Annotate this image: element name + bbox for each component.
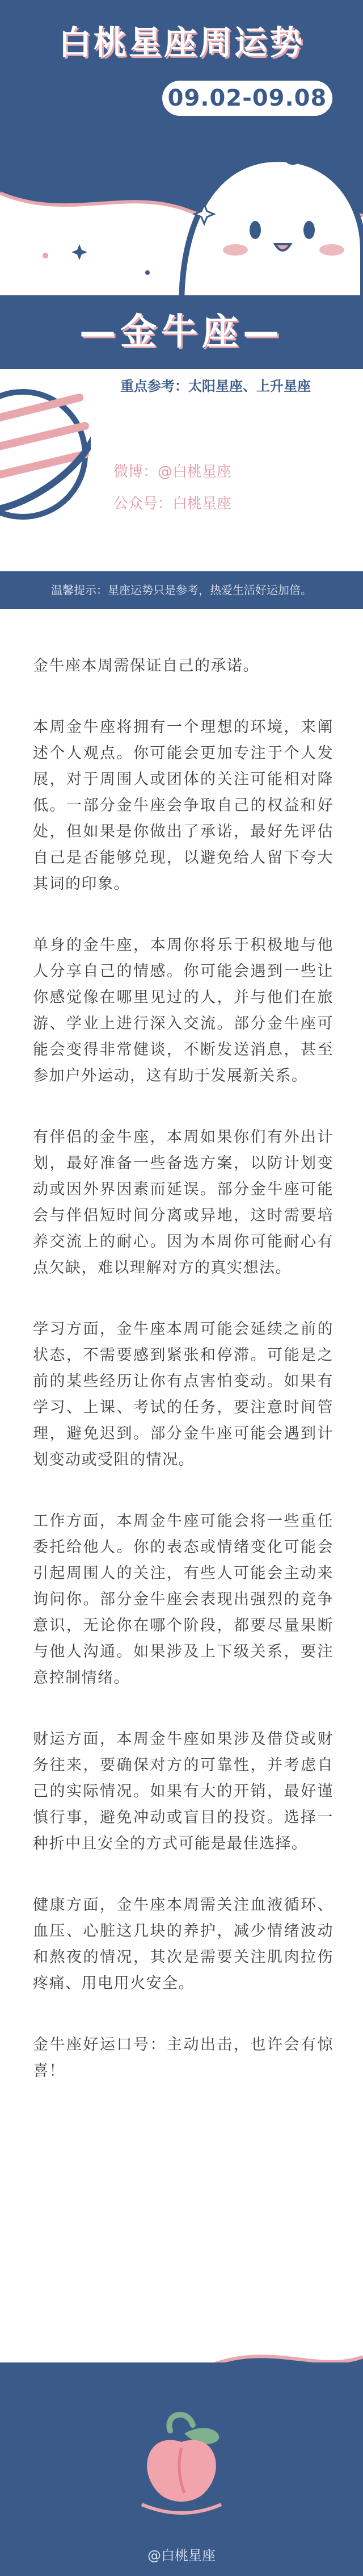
planet-illustration bbox=[0, 363, 91, 551]
reference-note: 重点参考：太阳星座、上升星座 bbox=[120, 378, 311, 394]
paragraph: 单身的金牛座，本周你将乐于积极地与他人分享自己的情感。你可能会遇到一些让你感觉像在哪里见过的人，并与他们在旅游、学业上进行深入交流。部分金牛座可能会变得非常健谈，不断发送消息，甚至参加户外运动，这有助于发展新关系。 bbox=[33, 936, 334, 1085]
paragraph: 本周金牛座将拥有一个理想的环境，来阐述个人观点。你可能会更加专注于个人发展，对于周围人或团体的关注可能相对降低。一部分金牛座会争取自己的权益和好处，但如果是你做出了承诺，最好先评估自己是否能够兑现，以避免给人留下夸大其词的印象。 bbox=[33, 718, 334, 893]
hero-banner bbox=[0, 0, 363, 624]
paragraph: 财运方面，本周金牛座如果涉及借贷或财务往来，要确保对方的可靠性，并考虑自己的实际情况。如果有大的开销，最好谨慎行事，避免冲动或盲目的投资。选择一种折中且安全的方式可能是最佳选择。 bbox=[33, 1730, 334, 1852]
paragraph: 金牛座好运口号：主动出击，也许会有惊喜！ bbox=[33, 2036, 334, 2080]
paragraph: 学习方面，金牛座本周可能会延续之前的状态，不需要感到紧张和停滞。可能是之前的某些经历让你有点害怕变动。如果有学习、上课、考试的任务，要注意时间管理，避免迟到。部分金牛座可能会遇到计划变动或受阻的情况。 bbox=[33, 1320, 334, 1469]
date-range-badge: 09.02-09.08 bbox=[162, 81, 332, 116]
page-title: 白桃星座周运势 bbox=[58, 23, 305, 62]
weibo-handle: 微博：@白桃星座 bbox=[113, 463, 232, 480]
footer-credit: @白桃星座 bbox=[147, 2548, 216, 2564]
official-account: 公众号：白桃星座 bbox=[113, 495, 232, 512]
paragraph: 金牛座本周需保证自己的承诺。 bbox=[33, 657, 259, 675]
peach-icon bbox=[130, 2408, 233, 2521]
paragraph: 有伴侣的金牛座，本周如果你们有外出计划，最好准备一些备选方案，以防计划变动或因外界因素而延误。部分金牛座可能会与伴侣短时间分离或异地，这时需要培养交流上的耐心。因为本周你可能耐心有点欠缺，难以理解对方的真实想法。 bbox=[33, 1128, 334, 1277]
footer bbox=[0, 2294, 363, 2576]
sign-name: —金牛座— bbox=[79, 311, 284, 353]
mascot-illustration bbox=[170, 136, 363, 307]
article-body bbox=[33, 653, 334, 2119]
tip-banner: 温馨提示：星座运势只是参考，热爱生活好运加倍。 bbox=[0, 571, 363, 609]
paragraph: 工作方面，本周金牛座可能会将一些重任委托给他人。你的表态或情绪变化可能会引起周围人的关注，有些人可能会主动来询问你。部分金牛座会表现出强烈的竞争意识，无论你在哪个阶段，都要尽量果断与他人沟通。如果涉及上下级关系，要注意控制情绪。 bbox=[33, 1512, 334, 1687]
paragraph: 健康方面，金牛座本周需关注血液循环、血压、心脏这几块的养护，减少情绪波动和熬夜的情况，其次是需要关注肌肉拉伤疼痛、用电用火安全。 bbox=[33, 1896, 334, 1992]
